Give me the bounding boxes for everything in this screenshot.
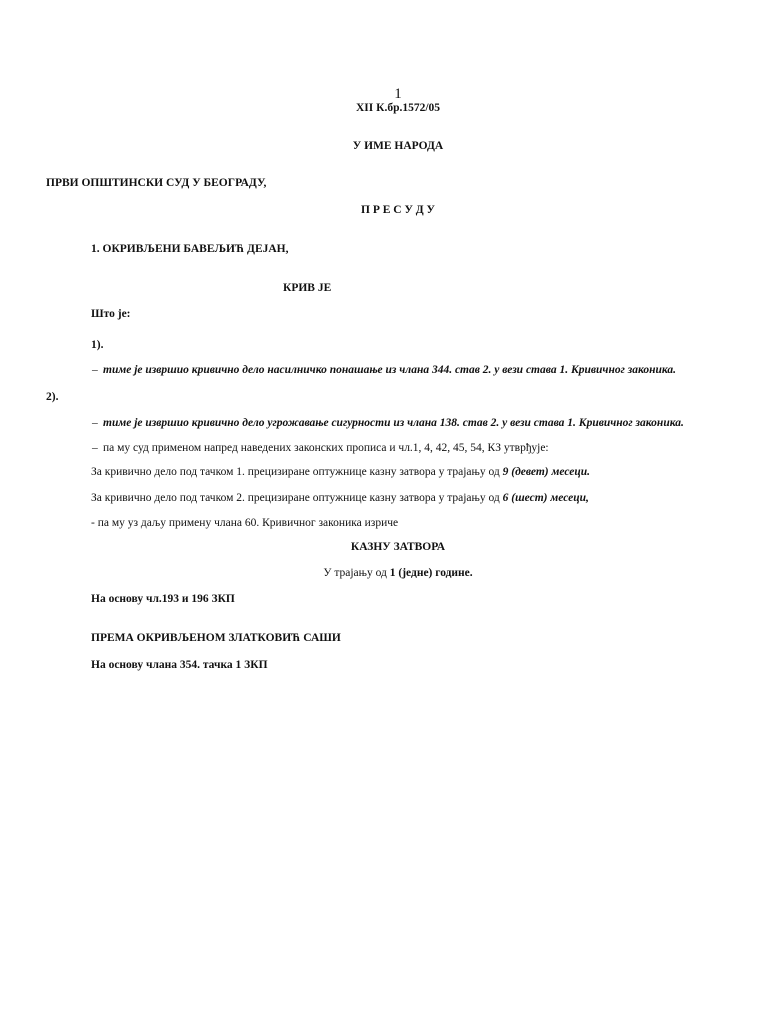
article-60-line: - па му уз даљу примену члана 60. Кривичног законика изриче: [91, 517, 399, 530]
count-2-offence: – тиме је извршио кривично дело угрожавање сигурности из члана 138. став 2. у вези става 1. Кривичног законика.: [92, 416, 684, 429]
count-2-paragraph: 2).: [46, 390, 59, 403]
count-1-paragraph: 1).: [91, 338, 104, 351]
page-number: 1: [394, 86, 402, 102]
prison-heading: КАЗНУ ЗАТВОРА: [350, 541, 446, 554]
costs-paragraph: На основу чл.193 и 196 ЗКП: [91, 592, 235, 605]
article-354-line: На основу члана 354. тачка 1 ЗКП: [91, 658, 268, 671]
first-accused-paragraph: 1. ОКРИВЉЕНИ БАВЕЉИЋ ДЕЈАН,: [91, 243, 289, 256]
count-1-offence: – тиме је извршио кривично дело насилничко понашање из члана 344. став 2. у вези става 1. Кривичног законика.: [92, 363, 677, 376]
what-heading: Што је:: [91, 307, 131, 320]
sentence-count-1: За кривично дело под тачком 1. прецизиране оптужнице казну затвора у трајању од 9 (девет) месеци.: [91, 466, 591, 479]
heading-in-the-name-of-the-people: У ИМЕ НАРОДА: [352, 140, 444, 153]
sentence-count-2: За кривично дело под тачком 2. прецизиране оптужнице казну затвора у трајању од 6 (шест) месеци,: [91, 492, 589, 505]
verdict-title: П Р Е С У Д У: [361, 204, 435, 217]
document-page: [46, 86, 750, 672]
intro-paragraph: ПРВИ ОПШТИНСКИ СУД У БЕОГРАДУ,: [46, 177, 267, 190]
statutes-line: – па му суд применом напред наведених законских прописа и чл.1, 4, 42, 45, 54, КЗ утврђује:: [92, 442, 549, 455]
case-number: XII К.бр.1572/05: [355, 102, 441, 114]
duration-line: У трајању од 1 (једне) године.: [323, 566, 473, 579]
second-accused-paragraph: ПРЕМА ОКРИВЉЕНОМ ЗЛАТКОВИЋ САШИ: [91, 631, 341, 644]
guilty-heading: КРИВ ЈЕ: [283, 282, 332, 295]
